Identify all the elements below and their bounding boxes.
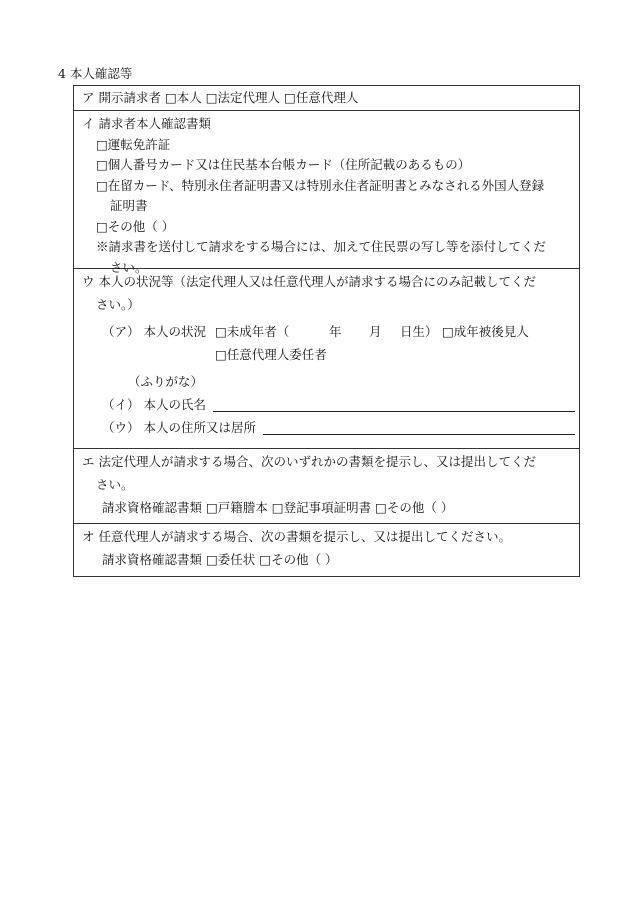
birth-month-label: 月	[369, 324, 382, 339]
legal-docs-row	[80, 498, 573, 521]
id-doc-row	[80, 217, 573, 238]
agent-docs-row	[80, 550, 573, 573]
section-requester	[74, 86, 579, 110]
id-docs-title: イ 請求者本人確認書類	[82, 116, 211, 131]
status-title-row	[80, 272, 573, 295]
id-doc-residence-card[interactable]: □在留カード、特別永住者証明書又は特別永住者証明書とみなされる外国人登録	[96, 177, 545, 193]
section-id-documents	[74, 110, 579, 275]
birth-year-label: 年	[329, 324, 342, 339]
legal-title-row	[80, 452, 573, 475]
legal-title-row	[80, 475, 573, 498]
mail-note-line1: ※請求書を送付して請求をする場合には、加えて住民票の写し等を添付してくだ	[96, 239, 547, 254]
id-doc-residence-card-cont: 証明書	[110, 198, 148, 213]
agent-docs-options[interactable]: 請求資格確認書類 □委任状 □その他（ ）	[102, 552, 338, 567]
id-doc-row	[80, 135, 573, 156]
identity-verification-table	[73, 85, 580, 577]
principal-name-label: （イ） 本人の氏名	[102, 397, 206, 412]
agent-title: オ 任意代理人が請求する場合、次の書類を提示し、又は提出してください。	[82, 529, 511, 544]
section-voluntary-agent	[74, 523, 579, 576]
address-row	[80, 418, 573, 441]
section-principal-status	[74, 268, 579, 448]
requester-line	[80, 86, 573, 107]
birth-day-label: 日生）	[400, 324, 438, 339]
name-row	[80, 395, 573, 418]
note-row	[80, 237, 573, 258]
id-doc-drivers-license[interactable]: □運転免許証	[96, 136, 171, 152]
status-title-line1: ウ 本人の状況等（法定代理人又は任意代理人が請求する場合にのみ記載してくだ	[82, 274, 536, 289]
principal-address-label: （ウ） 本人の住所又は居所	[102, 420, 256, 435]
status-title-row	[80, 295, 573, 322]
adult-ward-checkbox[interactable]: □成年被後見人	[442, 324, 529, 339]
furigana-row	[80, 372, 573, 395]
id-doc-other[interactable]: □その他（ ）	[96, 218, 175, 234]
legal-docs-options[interactable]: 請求資格確認書類 □戸籍謄本 □登記事項証明書 □その他（ ）	[102, 500, 454, 515]
requester-options[interactable]: ア 開示請求者 □本人 □法定代理人 □任意代理人	[82, 90, 359, 105]
principal-address-field[interactable]	[263, 434, 575, 435]
agent-title-row	[80, 527, 573, 550]
id-doc-row	[80, 155, 573, 176]
section-legal-representative	[74, 448, 579, 523]
status-label: （ア） 本人の状況	[102, 324, 206, 339]
id-doc-mynumber-card[interactable]: □個人番号カード又は住民基本台帳カード（住所記載のあるもの）	[96, 157, 471, 172]
section-heading: 4 本人確認等	[58, 66, 133, 81]
mail-note-line2: さい。	[110, 259, 148, 275]
id-doc-row	[80, 196, 573, 217]
status-row	[80, 345, 573, 372]
principal-name-field[interactable]	[213, 411, 575, 412]
principal-checkbox[interactable]: □任意代理人委任者	[215, 347, 327, 362]
id-docs-title-row	[80, 114, 573, 135]
legal-title-line2: さい。	[96, 477, 134, 492]
minor-checkbox[interactable]: □未成年者（	[215, 324, 290, 339]
furigana-label: （ふりがな）	[128, 374, 204, 389]
id-doc-row	[80, 176, 573, 197]
status-title-line2: さい。）	[96, 297, 140, 312]
status-row	[80, 322, 573, 345]
legal-title-line1: エ 法定代理人が請求する場合、次のいずれかの書類を提示し、又は提出してくだ	[82, 454, 536, 469]
